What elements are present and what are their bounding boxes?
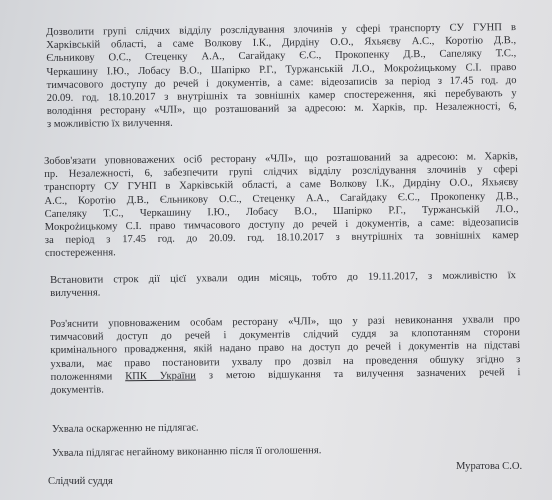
- text-line: за період з 17.45 год. до 20.09. год. 18.10.2017 з внутрішніх та зовнішніх камер: [44, 230, 519, 247]
- paragraph-explanation: [50, 313, 521, 397]
- text-line: Ухвала оскарженню не підлягає.: [52, 422, 199, 435]
- text-line: пр. Незалежності, 6, забезпечити групі слідчих відділу розслідування злочинів у сфері: [44, 164, 519, 181]
- text-line: Харківській області, а саме Волкову І.К., Дирдіну О.О., Яхьяєву А.С., Коротію Д.В.,: [46, 35, 517, 52]
- text-fragment: з метою відшукання та вилучення зазначених речей і: [195, 366, 521, 382]
- paragraph-term: [50, 269, 516, 300]
- code-reference-link[interactable]: КПК України: [125, 370, 196, 383]
- text-line: з можливістю їх вилучення.: [46, 118, 173, 131]
- paragraph-grant-access: [46, 21, 517, 132]
- text-line: Дозволити групі слідчих відділу розслідування злочинів у сфері транспорту СУ ГУНП в: [46, 22, 516, 38]
- text-line: Ухвала підлягає негайному виконанню після її оголошення.: [52, 445, 322, 459]
- text-line: транспорту СУ ГУНП в Харківській області, а саме Волкову І.К., Дирдіну О.О., Яхьяєву: [44, 177, 519, 194]
- text-line: документів.: [50, 384, 104, 397]
- text-line: спостереження.: [44, 247, 116, 260]
- text-line: А.С., Коротію Д.В., Єльникову О.С., Стеценку А.А., Сагайдаку Є.С., Прокопенку Д.В.,: [44, 190, 519, 207]
- paragraph-no-appeal: [52, 420, 352, 436]
- text-line: Встановити строк дії цієї ухвали один місяць, тобто до 19.11.2017, з можливістю їх: [50, 270, 516, 286]
- judge-name: Муратова С.О.: [456, 461, 523, 472]
- text-line: Сапеляку Т.С., Черкашину І.Ю., Лобасу В.О., Шапірко Р.Г., Туржанській Л.О.,: [44, 203, 519, 220]
- text-line: Черкашину І.Ю., Лобасу В.О., Шапірко Р.Г., Туржанській Л.О., Мокроżицькому С.І. право: [46, 61, 517, 78]
- text-line: Мокроżицькому С.І. право тимчасового доступу до речей і документів, а саме: відеозаписів: [44, 217, 519, 234]
- text-line: володіння ресторану «ЧЛІ», що розташований за адресою: м. Харків, пр. Незалежності, 6,: [46, 101, 517, 118]
- paragraph-immediate-execution: [52, 443, 412, 460]
- text-line: тимчасовий доступ до речей і документів слідчий суддя за клопотанням сторони: [50, 327, 521, 344]
- text-line: Зобов'язати уповноважених осіб ресторану «ЧЛІ», що розташований за адресою: м. Харків,: [44, 151, 518, 167]
- text-fragment: положеннями: [50, 371, 126, 383]
- text-line: ухвали, має право постановити ухвалу про дозвіл на проведення обшуку згідно з: [50, 353, 521, 370]
- text-line: тимчасового доступу до речей і документів, а саме: відеозаписів за період з 17.45 год. до: [46, 74, 517, 91]
- text-line: Роз'яснити уповноваженим особам ресторану «ЧЛІ», що у разі невиконання ухвали про: [50, 314, 520, 330]
- text-line: Єльникову О.С., Стеценку А.А., Сагайдаку Є.С., Прокопенку Д.В., Сапеляку Т.С.,: [46, 48, 517, 65]
- text-line: 20.09. год. 18.10.2017 з внутрішніх та зовнішніх камер спостереження, які перебувають у: [46, 88, 517, 105]
- paragraph-oblige-restaurant: [44, 150, 519, 261]
- text-line: вилучення.: [50, 287, 101, 300]
- judge-title: Слідчий суддя: [48, 476, 113, 487]
- text-line: кримінального провадження, якій надано право на доступ до речей і документів на підставі: [50, 340, 521, 357]
